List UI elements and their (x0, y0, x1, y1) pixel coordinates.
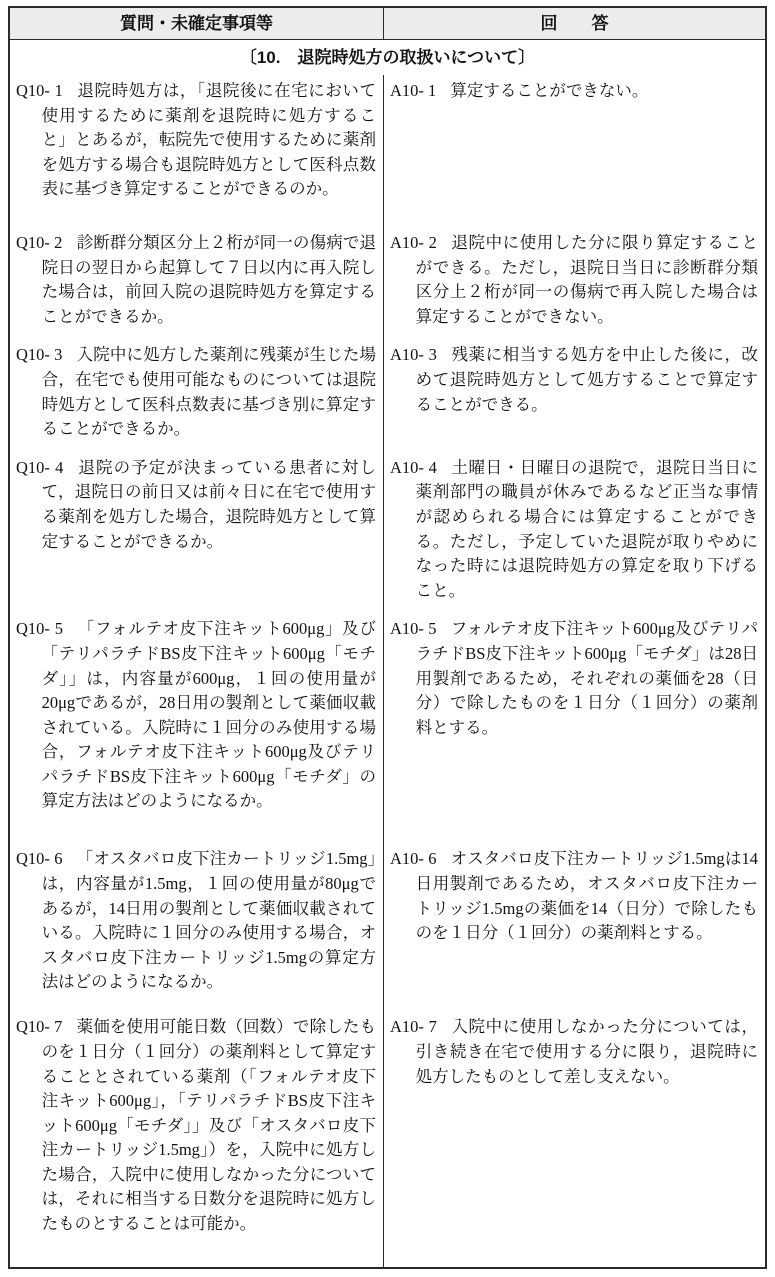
question-cell (10, 613, 384, 843)
question-text: 退院時処方は，「退院後に在宅において使用するために薬剤を退院時に処方すること」とあるが，転院先で使用するために薬剤を処方する場合も退院時処方として医科点数表に基づき算定することができるのか。 (41, 81, 377, 199)
question-cell (10, 339, 384, 451)
qa-row (10, 227, 765, 339)
section-title: 〔10. 退院時処方の取扱いについて〕 (239, 48, 536, 67)
header-question-column: 質問・未確定事項等 (10, 8, 384, 39)
answer-cell (384, 613, 765, 843)
qa-row (10, 452, 765, 614)
question-text: 「オスタバロ皮下注カートリッジ1.5mg」は，内容量が1.5mg，１回の使用量が80μgであるが，14日用の製剤として薬価収載されている。入院時に１回分のみ使用する場合，オスタバロ皮下注カートリッジ1.5mgの算定方法はどのようになるか。 (41, 849, 376, 992)
answer-text: オスタバロ皮下注カートリッジ1.5mgは14日用製剤であるため，オスタバロ皮下注カートリッジ1.5mgの薬価を14（日分）で除したものを１日分（１回分）の薬剤料とする。 (415, 849, 758, 943)
question-text: 退院の予定が決まっている患者に対して，退院日の前日又は前々日に在宅で使用する薬剤を処方した場合，退院時処方として算定することができるか。 (41, 457, 376, 551)
answer-cell (384, 843, 765, 1011)
answer-label: A10- 4 (390, 457, 437, 477)
question-text: 入院中に処方した薬剤に残薬が生じた場合，在宅でも使用可能なものについては退院時処方として医科点数表に基づき別に算定することができるか。 (41, 345, 376, 439)
question-label: Q10- 4 (16, 457, 64, 477)
answer-cell (384, 227, 765, 339)
qa-row (10, 1011, 765, 1267)
question-text: 薬価を使用可能日数（回数）で除したものを１日分（１回分）の薬剤料として算定することとされている薬剤（「フォルテオ皮下注キット600μg」，「テリパラチドBS皮下注キット600μg「モチダ」」及び「オスタバロ皮下注カートリッジ1.5mg」）を，入院中に処方した場合，入院中に使用しなかった分については，それに相当する日数分を退院時に処方したものとすることは可能か。 (41, 1017, 376, 1234)
qa-row (10, 613, 765, 843)
answer-text: 入院中に使用しなかった分については，引き続き在宅で使用する分に限り，退院時に処方したものとして差し支えない。 (415, 1017, 758, 1086)
answer-label: A10- 6 (390, 849, 437, 869)
answer-label: A10- 7 (390, 1017, 437, 1037)
question-cell (10, 843, 384, 1011)
answer-label: A10- 1 (390, 81, 437, 100)
question-cell (10, 452, 384, 614)
question-label: Q10- 3 (16, 345, 63, 365)
question-label: Q10- 5 (16, 619, 63, 639)
question-label: Q10- 2 (16, 233, 63, 252)
qa-row (10, 339, 765, 451)
answer-text: 残薬に相当する処方を中止した後に，改めて退院時処方として処方することで算定することができる。 (415, 345, 758, 414)
qa-row (10, 843, 765, 1011)
answer-cell (384, 1011, 765, 1267)
answer-text: 土曜日・日曜日の退院で，退院日当日に薬剤部門の職員が休みであるなど正当な事情が認められる場合には算定することができる。ただし，予定していた退院が取りやめになった時には退院時処方の算定を取り下げること。 (415, 457, 758, 600)
table-header-row (10, 8, 765, 40)
qa-row (10, 75, 765, 227)
question-cell (10, 75, 384, 227)
answer-cell (384, 339, 765, 451)
answer-label: A10- 3 (390, 345, 437, 365)
answer-cell (384, 452, 765, 614)
question-text: 診断群分類区分上２桁が同一の傷病で退院日の翌日から起算して７日以内に再入院した場合は，前回入院の退院時処方を算定することができるか。 (41, 233, 376, 326)
question-cell (10, 1011, 384, 1267)
answer-text: 退院中に使用した分に限り算定することができる。ただし，退院日当日に診断群分類区分上２桁が同一の傷病で再入院した場合は算定することができない。 (415, 233, 758, 326)
answer-text: フォルテオ皮下注キット600μg及びテリパラチドBS皮下注キット600μg「モチダ」は28日用製剤であるため，それぞれの薬価を28（日分）で除したものを１日分（１回分）の薬剤料とする。 (415, 619, 758, 737)
question-label: Q10- 1 (16, 81, 63, 100)
header-answer-column: 回 答 (540, 14, 609, 33)
question-text: 「フォルテオ皮下注キット600μg」及び「テリパラチドBS皮下注キット600μg「モチダ」」は，内容量が600μg，１回の使用量が20μgであるが，28日用の製剤として薬価収載されている。入院時に１回分のみ使用する場合，フォルテオ皮下注キット600μg及びテリパラチドBS皮下注キット600μg「モチダ」の算定方法はどのようになるか。 (41, 619, 376, 811)
answer-cell (384, 75, 765, 227)
qa-table (8, 6, 767, 1269)
answer-text: 算定することができない。 (450, 81, 649, 100)
answer-label: A10- 2 (390, 233, 437, 252)
question-label: Q10- 7 (16, 1017, 63, 1037)
question-cell (10, 227, 384, 339)
question-label: Q10- 6 (16, 849, 63, 869)
answer-label: A10- 5 (390, 619, 437, 639)
